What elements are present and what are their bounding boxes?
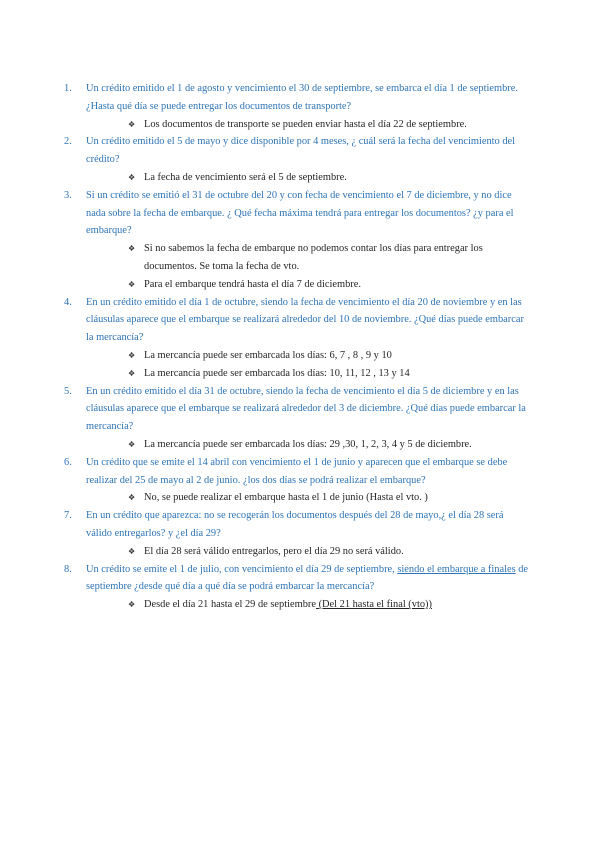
answer-text: Si no sabemos la fecha de embarque no podemos contar los días para entregar los documentos. Se toma la fecha de vto. xyxy=(144,243,483,272)
answer-text: El día 28 será válido entregarlos, pero el día 29 no será válido. xyxy=(144,545,404,557)
answer-list xyxy=(86,116,532,134)
question-text: Un crédito emitido el 5 de mayo y dice disponible por 4 meses, ¿ cuál será la fecha del vencimiento del crédito? xyxy=(86,136,516,166)
answer-list xyxy=(86,436,532,454)
answer-text: Para el embarque tendrá hasta el día 7 de diciembre. xyxy=(144,278,361,290)
answer-item xyxy=(86,240,532,276)
question-item xyxy=(64,383,532,454)
underlined-phrase: siendo el embarque a finales xyxy=(397,563,516,575)
answer-list xyxy=(86,489,532,507)
answer-item xyxy=(86,543,532,561)
answer-list xyxy=(86,596,532,614)
question-number: 5. xyxy=(64,385,72,397)
answer-item xyxy=(86,169,532,187)
question-text-end: de septiembre ¿desde qué día a qué día se podrá embarcar la mercancía? xyxy=(86,563,529,593)
question-number: 7. xyxy=(64,510,72,522)
question-text: En un crédito emitido el día 1 de octubre, siendo la fecha de vencimiento el día 20 de noviembre y en las cláusulas aparece que el embarque se realizará alrededor del 10 de noviembre. ¿Qué días puede embarcar la mercancía? xyxy=(86,296,524,344)
answer-underlined-note: (Del 21 hasta el final (vto)) xyxy=(315,599,432,611)
question-list xyxy=(64,80,532,614)
question-text: En un crédito que aparezca: no se recogerán los documentos después del 28 de mayo,¿ el día 28 será válido entregarlos? y ¿el día 29? xyxy=(86,510,504,539)
answer-list xyxy=(86,543,532,561)
question-number: 2. xyxy=(64,136,72,148)
question-text xyxy=(86,561,532,597)
question-number: 1. xyxy=(64,83,72,94)
diamond-bullet-icon: ❖ xyxy=(128,493,136,503)
question-number: 8. xyxy=(64,563,72,575)
diamond-bullet-icon: ❖ xyxy=(128,119,136,129)
diamond-bullet-icon: ❖ xyxy=(128,368,136,378)
question-text: En un crédito emitido el día 31 de octubre, siendo la fecha de vencimiento el día 5 de diciembre y en las cláusulas aparece que el embarque se realizará alrededor del 3 de diciembre. ¿Qué días puede embarcar la mercancía? xyxy=(86,385,526,433)
answer-text: La mercancía puede ser embarcada los días: 10, 11, 12 , 13 y 14 xyxy=(144,367,410,379)
question-text: Un crédito que se emite el 14 abril con vencimiento el 1 de junio y aparecen que el embarque se debe realizar del 25 de mayo al 2 de junio. ¿los dos días se podrá realizar el embarque? xyxy=(86,456,508,486)
answer-item xyxy=(86,436,532,454)
diamond-bullet-icon: ❖ xyxy=(128,244,136,254)
answer-item xyxy=(86,365,532,383)
answer-item xyxy=(86,276,532,294)
diamond-bullet-icon: ❖ xyxy=(128,279,136,289)
question-item xyxy=(64,133,532,186)
answer-text: Los documentos de transporte se pueden enviar hasta el día 22 de septiembre. xyxy=(144,118,467,130)
answer-list xyxy=(86,347,532,383)
answer-list xyxy=(86,240,532,293)
question-number: 3. xyxy=(64,189,72,201)
answer-text: La fecha de vencimiento será el 5 de septiembre. xyxy=(144,171,347,183)
question-item xyxy=(64,454,532,507)
question-item xyxy=(64,187,532,294)
answer-list xyxy=(86,169,532,187)
answer-item xyxy=(86,596,532,614)
question-number: 6. xyxy=(64,456,72,468)
question-item xyxy=(64,294,532,383)
question-item xyxy=(64,561,532,614)
question-number: 4. xyxy=(64,296,72,308)
answer-text: La mercancía puede ser embarcada los días: 6, 7 , 8 , 9 y 10 xyxy=(144,349,392,361)
diamond-bullet-icon: ❖ xyxy=(128,546,136,556)
answer-main-text: Desde el día 21 hasta el 29 de septiembre xyxy=(144,599,316,611)
question-item xyxy=(64,507,532,560)
diamond-bullet-icon: ❖ xyxy=(128,600,136,610)
answer-text: La mercancía puede ser embarcada los días: 29 ,30, 1, 2, 3, 4 y 5 de diciembre. xyxy=(144,438,472,450)
diamond-bullet-icon: ❖ xyxy=(128,439,136,449)
answer-text: No, se puede realizar el embarque hasta el 1 de junio (Hasta el vto. ) xyxy=(144,492,428,504)
answer-text xyxy=(144,596,532,614)
question-text: Un crédito emitido el 1 de agosto y vencimiento el 30 de septiembre, se embarca el día 1 de septiembre. ¿Hasta qué día se puede entregar los documentos de transporte? xyxy=(86,83,518,112)
question-item xyxy=(64,80,532,133)
diamond-bullet-icon: ❖ xyxy=(128,172,136,182)
answer-item xyxy=(86,347,532,365)
answer-item xyxy=(86,116,532,134)
diamond-bullet-icon: ❖ xyxy=(128,350,136,360)
question-text-start: Un crédito se emite el 1 de julio, con vencimiento el día 29 de septiembre, xyxy=(86,563,398,575)
answer-item xyxy=(86,489,532,507)
question-text: Si un crédito se emitió el 31 de octubre del 20 y con fecha de vencimiento el 7 de diciembre, y no dice nada sobre la fecha de embarque. ¿ Qué fecha máxima tendrá para entregar los documentos? ¿y para el embarque? xyxy=(86,189,514,237)
